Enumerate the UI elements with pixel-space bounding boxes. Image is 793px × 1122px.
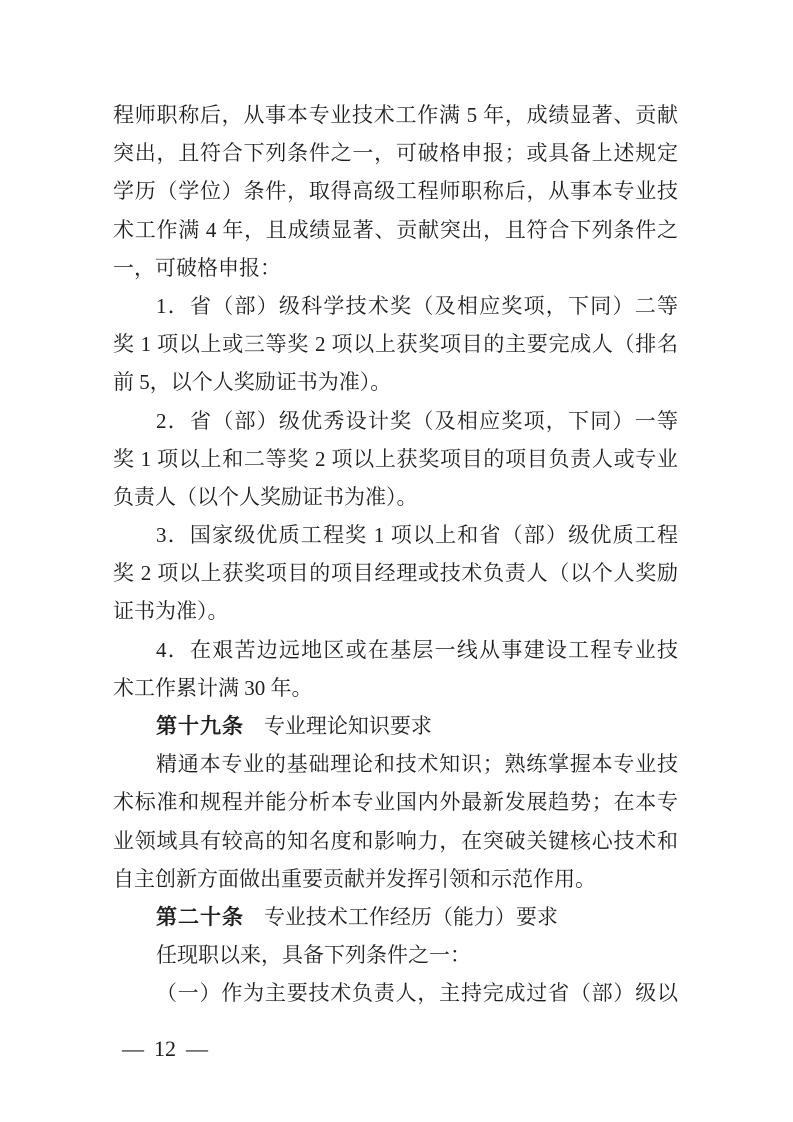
text-line: 奖 2 项以上获奖项目的项目经理或技术负责人（以个人奖励 [113,561,678,586]
text-line: 术工作累计满 30 年。 [113,675,313,700]
text-line: 精通本专业的基础理论和技术知识；熟练掌握本专业技 [156,752,678,777]
article-20-title: 专业技术工作经历（能力）要求 [263,904,558,929]
page-number: 12 [154,1036,176,1061]
text-line: 自主创新方面做出重要贡献并发挥引领和示范作用。 [113,866,596,891]
footer-dash-left: — [122,1036,144,1061]
list-item-2: 2．省（部）级优秀设计奖（及相应奖项，下同）一等 [156,408,678,433]
text-line: 奖 1 项以上或三等奖 2 项以上获奖项目的主要完成人（排名 [113,332,678,357]
text-line: 一，可破格申报： [113,255,281,280]
text-line: 程师职称后，从事本专业技术工作满 5 年，成绩显著、贡献 [113,103,678,127]
document-body [113,96,678,1013]
text-line: 前 5，以个人奖励证书为准）。 [113,370,392,395]
article-19-title: 专业理论知识要求 [263,714,432,738]
article-19-heading [113,707,678,745]
list-item-4: 4．在艰苦边远地区或在基层一线从事建设工程专业技 [156,637,678,662]
text-line: 术标准和规程并能分析本专业国内外最新发展趋势；在本专 [113,790,678,815]
text-line: 证书为准）。 [113,599,229,624]
list-item-3: 3．国家级优质工程奖 1 项以上和省（部）级优质工程 [156,523,678,548]
text-line: 突出，且符合下列条件之一，可破格申报；或具备上述规定 [113,141,678,166]
page-footer [122,1036,208,1062]
list-item-1: 1．省（部）级科学技术奖（及相应奖项，下同）二等 [156,293,678,318]
footer-dash-right: — [186,1036,208,1061]
article-20-number: 第二十条 [156,904,244,929]
text-line: 学历（学位）条件，取得高级工程师职称后，从事本专业技 [113,179,678,204]
text-line: 负责人（以个人奖励证书为准）。 [113,484,418,509]
text-line: 术工作满 4 年，且成绩显著、贡献突出，且符合下列条件之 [113,217,678,242]
text-line: 奖 1 项以上和二等奖 2 项以上获奖项目的项目负责人或专业 [113,446,678,471]
text-line: 任现职以来，具备下列条件之一： [156,943,471,968]
list-item-yi: （一）作为主要技术负责人，主持完成过省（部）级以 [156,981,678,1006]
article-19-number: 第十九条 [156,714,244,738]
article-20-heading [113,898,678,936]
text-line: 业领域具有较高的知名度和影响力，在突破关键核心技术和 [113,828,678,853]
